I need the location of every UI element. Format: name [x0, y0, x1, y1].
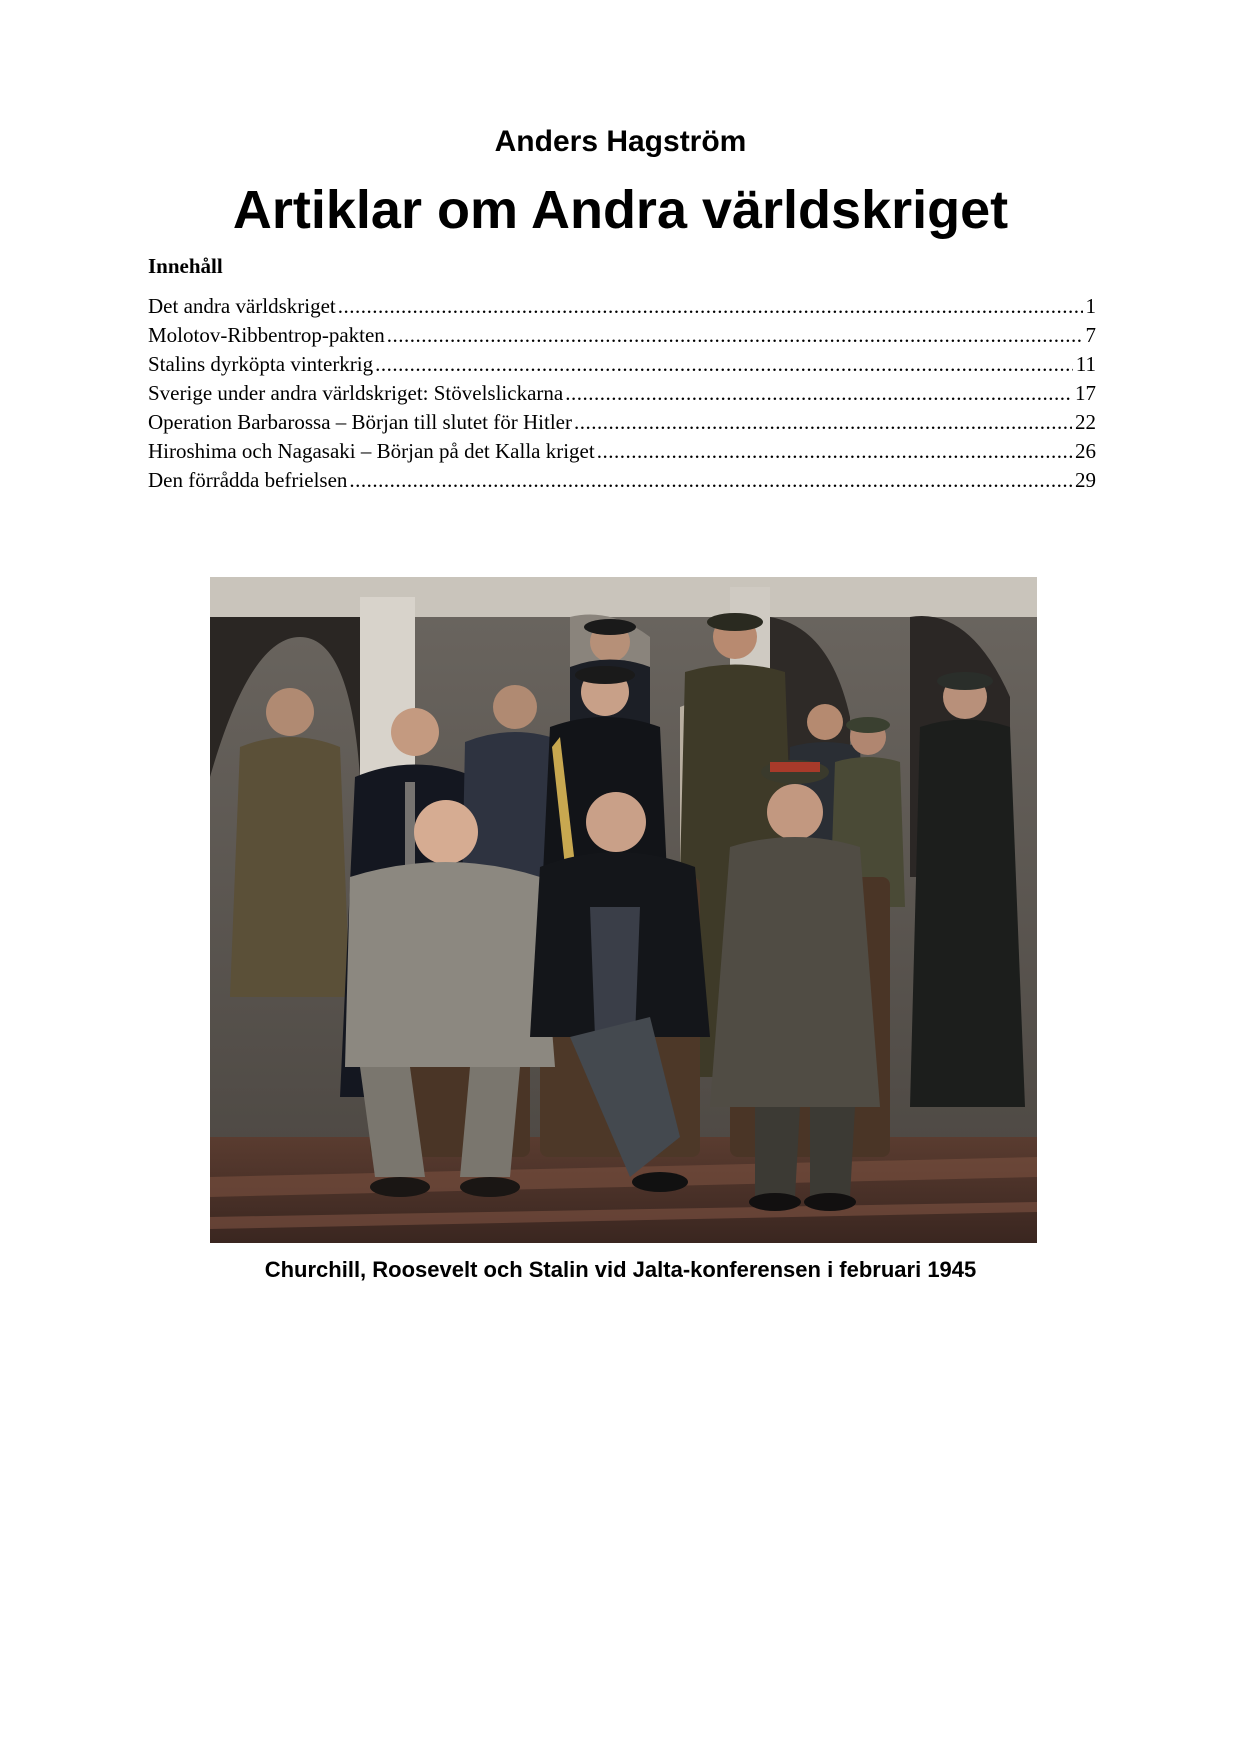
toc-leader-dots — [574, 408, 1072, 437]
toc-entry[interactable] — [148, 437, 1096, 466]
figure-caption: Churchill, Roosevelt och Stalin vid Jalta-konferensen i februari 1945 — [264, 1257, 977, 1282]
toc-leader-dots — [375, 350, 1073, 379]
toc-entry-page: 11 — [1075, 352, 1096, 376]
document-title: Artiklar om Andra världskriget — [232, 180, 1009, 240]
toc-entry-label: Den förrådda befrielsen — [148, 468, 348, 492]
toc-entry-label: Operation Barbarossa – Början till slutet för Hitler — [148, 410, 572, 434]
toc-leader-dots — [338, 292, 1083, 321]
toc-entry-label: Hiroshima och Nagasaki – Början på det Kalla kriget — [148, 439, 595, 463]
toc-entry-page: 1 — [1085, 294, 1096, 318]
toc-entry-page: 17 — [1075, 381, 1096, 405]
toc-entry[interactable] — [148, 379, 1096, 408]
toc-entry[interactable] — [148, 466, 1096, 495]
toc-entry[interactable] — [148, 292, 1096, 321]
toc-entry[interactable] — [148, 350, 1096, 379]
toc-entry-label: Det andra världskriget — [148, 294, 336, 318]
toc-entry-label: Molotov-Ribbentrop-pakten — [148, 323, 385, 347]
toc-entry-page: 22 — [1075, 410, 1096, 434]
yalta-photo — [210, 577, 1037, 1243]
toc-entry-page: 7 — [1085, 323, 1096, 347]
toc-heading: Innehåll — [148, 254, 223, 278]
author-name: Anders Hagström — [494, 125, 747, 158]
toc-entry-page: 26 — [1075, 439, 1096, 463]
toc-entry[interactable] — [148, 321, 1096, 350]
toc-leader-dots — [597, 437, 1072, 466]
toc-entry-label: Stalins dyrköpta vinterkrig — [148, 352, 374, 376]
toc-entry-page: 29 — [1075, 468, 1096, 492]
toc-leader-dots — [349, 466, 1072, 495]
toc-leader-dots — [565, 379, 1072, 408]
toc-entry[interactable] — [148, 408, 1096, 437]
toc-leader-dots — [387, 321, 1083, 350]
toc-entry-label: Sverige under andra världskriget: Stövelslickarna — [148, 381, 564, 405]
table-of-contents — [148, 292, 1096, 495]
